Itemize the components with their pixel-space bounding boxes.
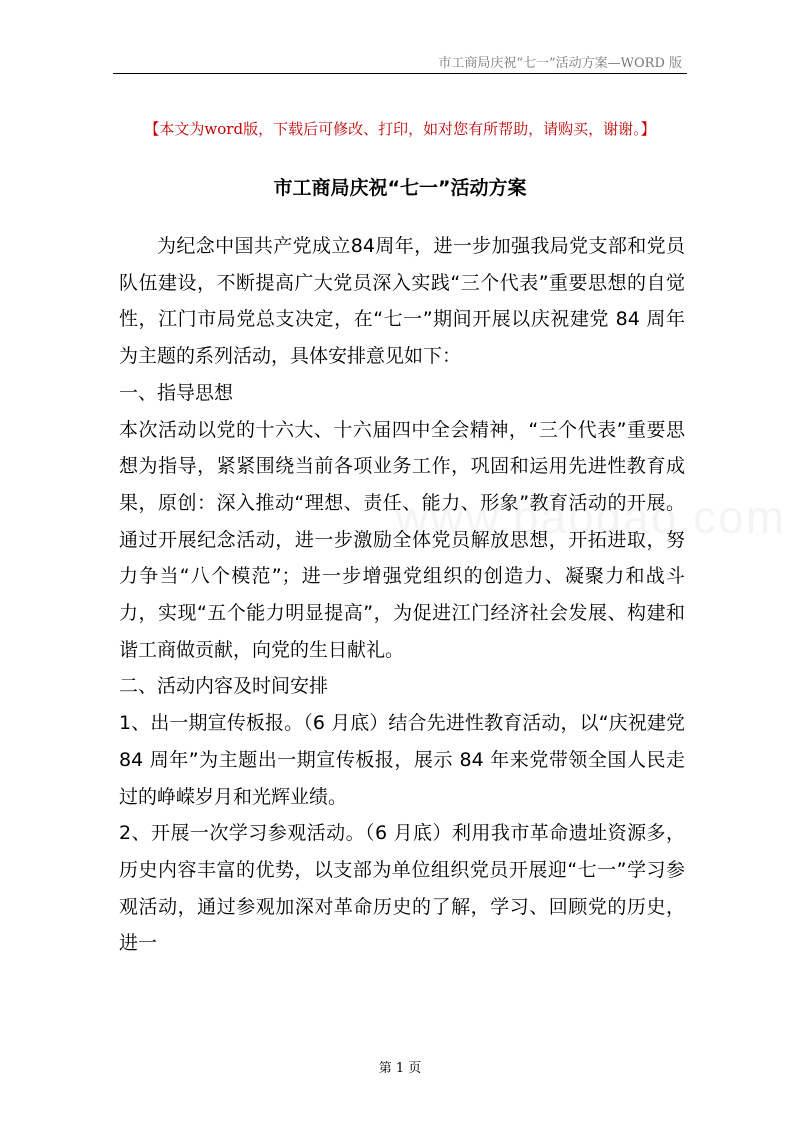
section-heading-activities: 二、活动内容及时间安排 <box>119 675 329 698</box>
guiding-ideology-paragraph: 本次活动以党的十六大、十六届四中全会精神，“三个代表”重要思想为指导，紧紧围绕当前各项业务工作，巩固和运用先进性教育成果，原创：深入推动“理想、责任、能力、形象”教育活动的开展。通过开展纪念活动，进一步激励全体党员解放思想，开拓进取，努力争当“八个模范”；进一步增强党组织的创造力、凝聚力和战斗力，实现“五个能力明显提高”，为促进江门经济社会发展、构建和谐工商做贡献，向党的生日献礼。 <box>119 418 685 661</box>
activity-item-2: 2、开展一次学习参观活动。（6 月底）利用我市革命遗址资源多，历史内容丰富的优势，以支部为单位组织党员开展迎“七一”学习参观活动，通过参观加深对革命历史的了解，学习、回顾党的历史，进一 <box>119 822 685 955</box>
intro-paragraph: 为纪念中国共产党成立84周年，进一步加强我局党支部和党员队伍建设，不断提高广大党员深入实践“三个代表”重要思想的自觉性，江门市局党总支决定，在“七一”期间开展以庆祝建党 84 周年为主题的系列活动，具体安排意见如下： <box>119 235 685 368</box>
document-title: 市工商局庆祝“七一”活动方案 <box>273 177 527 199</box>
download-notice: 【本文为word版，下载后可修改、打印，如对您有所帮助，请购买，谢谢。】 <box>144 120 656 138</box>
document-body <box>119 228 685 962</box>
section-heading-guiding-ideology: 一、指导思想 <box>119 381 234 404</box>
header-divider <box>113 73 687 74</box>
page-number: 第 1 页 <box>378 1061 422 1076</box>
page-header-text: 市工商局庆祝“七一”活动方案—WORD 版 <box>438 56 682 71</box>
activity-item-1: 1、出一期宣传板报。（6 月底）结合先进性教育活动，以“庆祝建党84 周年”为主题出一期宣传板报，展示 84 年来党带领全国人民走过的峥嵘岁月和光辉业绩。 <box>119 712 685 808</box>
